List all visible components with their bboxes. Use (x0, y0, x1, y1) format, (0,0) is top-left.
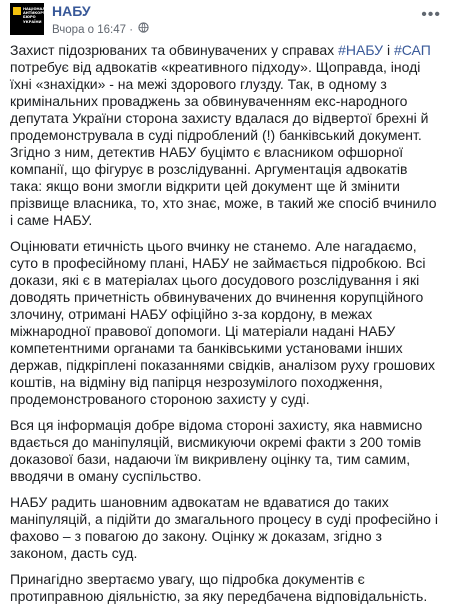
post-text: Захист підозрюваних та обвинувачених у справах (10, 42, 339, 58)
hashtag-sap-link[interactable]: #САП (393, 42, 431, 58)
post-meta (52, 22, 149, 36)
post-paragraph-5: Принагідно звертаємо увагу, що підробка документів є протиправною діяльністю, за яку передбачена відповідальність. (10, 571, 428, 604)
logo-mark-icon (13, 7, 21, 15)
post-paragraph-3: Вся ця інформація добре відома стороні захисту, яка навмисно вдається до маніпуляцій, висмикуючи окремі факти з 200 томів доказової бази, надаючи їм викривлену оцінку та, тим самим, вводячи в оману суспільство. (10, 417, 423, 484)
post-text: і (383, 42, 394, 58)
page-name-link[interactable]: НАБУ (52, 3, 91, 19)
page-avatar-logo[interactable] (10, 3, 62, 35)
more-horizontal-icon[interactable]: ••• (421, 6, 441, 23)
hashtag-nabu-link[interactable]: #НАБУ (338, 42, 384, 58)
post-paragraph-1 (10, 42, 441, 229)
dot-separator: · (129, 24, 134, 36)
post-paragraph-4: НАБУ радить шановним адвокатам не вдаватися до таких маніпуляцій, а підійти до змагального процесу в суді професійно і фахово – з повагою до закону. Оцінку ж доказам, згідно з законом, дасть суд. (10, 494, 438, 561)
post-paragraph-2: Оцінювати етичність цього вчинку не станемо. Але нагадаємо, суто в професійному плані, НАБУ не займається підробкою. Всі докази, які є в матеріалах цього досудового розслідування і які доводять причетність обвинувачених до вчинення корупційного злочину, отримані НАБУ офіційно з-за кордону, в межах міжнародної правової допомоги. Ці матеріали надані НАБУ компетентними органами та банківськими установами інших держав, підкріплені показаннями свідків, аналізом руху грошових коштів, на відміну від папірця незрозумілого походження, продемонстрованого стороною захисту у суді. (10, 238, 436, 407)
globe-icon (138, 22, 149, 36)
post-body (0, 40, 451, 605)
post-text: потребує від адвокатів «креативного підходу». Щоправда, іноді їхні «знахідки» - на межі здорового глузду. Так, в одному з кримінальних проваджень за обвинуваченням екс-народного депутата України сторона захисту вдалася до відвертої брехні й продемонструвала в суді підроблений (!) банківський документ. Згідно з ним, детектив НАБУ буцімто є власником офшорної компанії, що фігурує в розслідуванні. Аргументація адвокатів така: якщо вони змогли відкрити цей документ ще й змінити прізвище власника, то, хто знає, може, в такий же спосіб вчинило і саме НАБУ. (10, 59, 437, 228)
logo-text: НАЦІОНАЛЬНЕ АНТИКОРУПЦІЙНЕ БЮРО УКРАЇНИ (23, 7, 62, 24)
post-timestamp[interactable]: Вчора о 16:47 (52, 24, 127, 36)
post-header (0, 0, 451, 40)
